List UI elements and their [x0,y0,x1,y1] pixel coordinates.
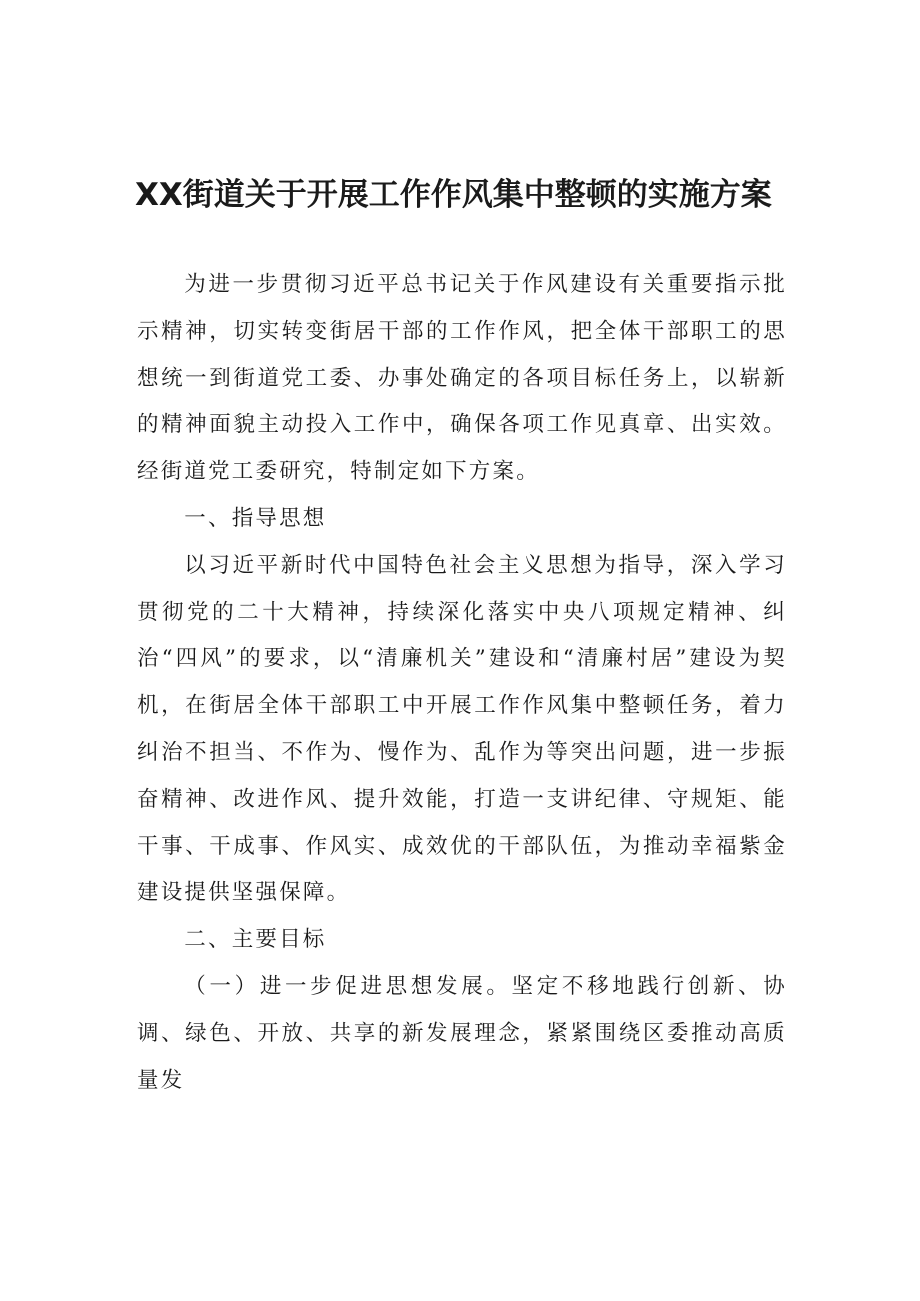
section-heading-guiding-ideology: 一、指导思想 [184,505,327,531]
document-body [137,262,787,1104]
document-title: XX街道关于开展工作作风集中整顿的实施方案 [135,177,772,213]
main-goals-item-1: （一）进一步促进思想发展。坚定不移地践行创新、协调、绿色、开放、共享的新发展理念，紧紧围绕区委推动高质量发 [137,973,787,1093]
intro-paragraph: 为进一步贯彻习近平总书记关于作风建设有关重要指示批示精神，切实转变街居干部的工作作风，把全体干部职工的思想统一到街道党工委、办事处确定的各项目标任务上，以崭新的精神面貌主动投入工作中，确保各项工作见真章、出实效。经街道党工委研究，特制定如下方案。 [137,272,787,485]
section-heading-main-goals: 二、主要目标 [184,927,327,953]
guiding-ideology-paragraph: 以习近平新时代中国特色社会主义思想为指导，深入学习贯彻党的二十大精神，持续深化落实中央八项规定精神、纠治“四风”的要求，以“清廉机关”建设和“清廉村居”建设为契机，在街居全体干部职工中开展工作作风集中整顿任务，着力纠治不担当、不作为、慢作为、乱作为等突出问题，进一步振奋精神、改进作风、提升效能，打造一支讲纪律、守规矩、能干事、干成事、作风实、成效优的干部队伍，为推动幸福紫金建设提供坚强保障。 [137,552,787,906]
